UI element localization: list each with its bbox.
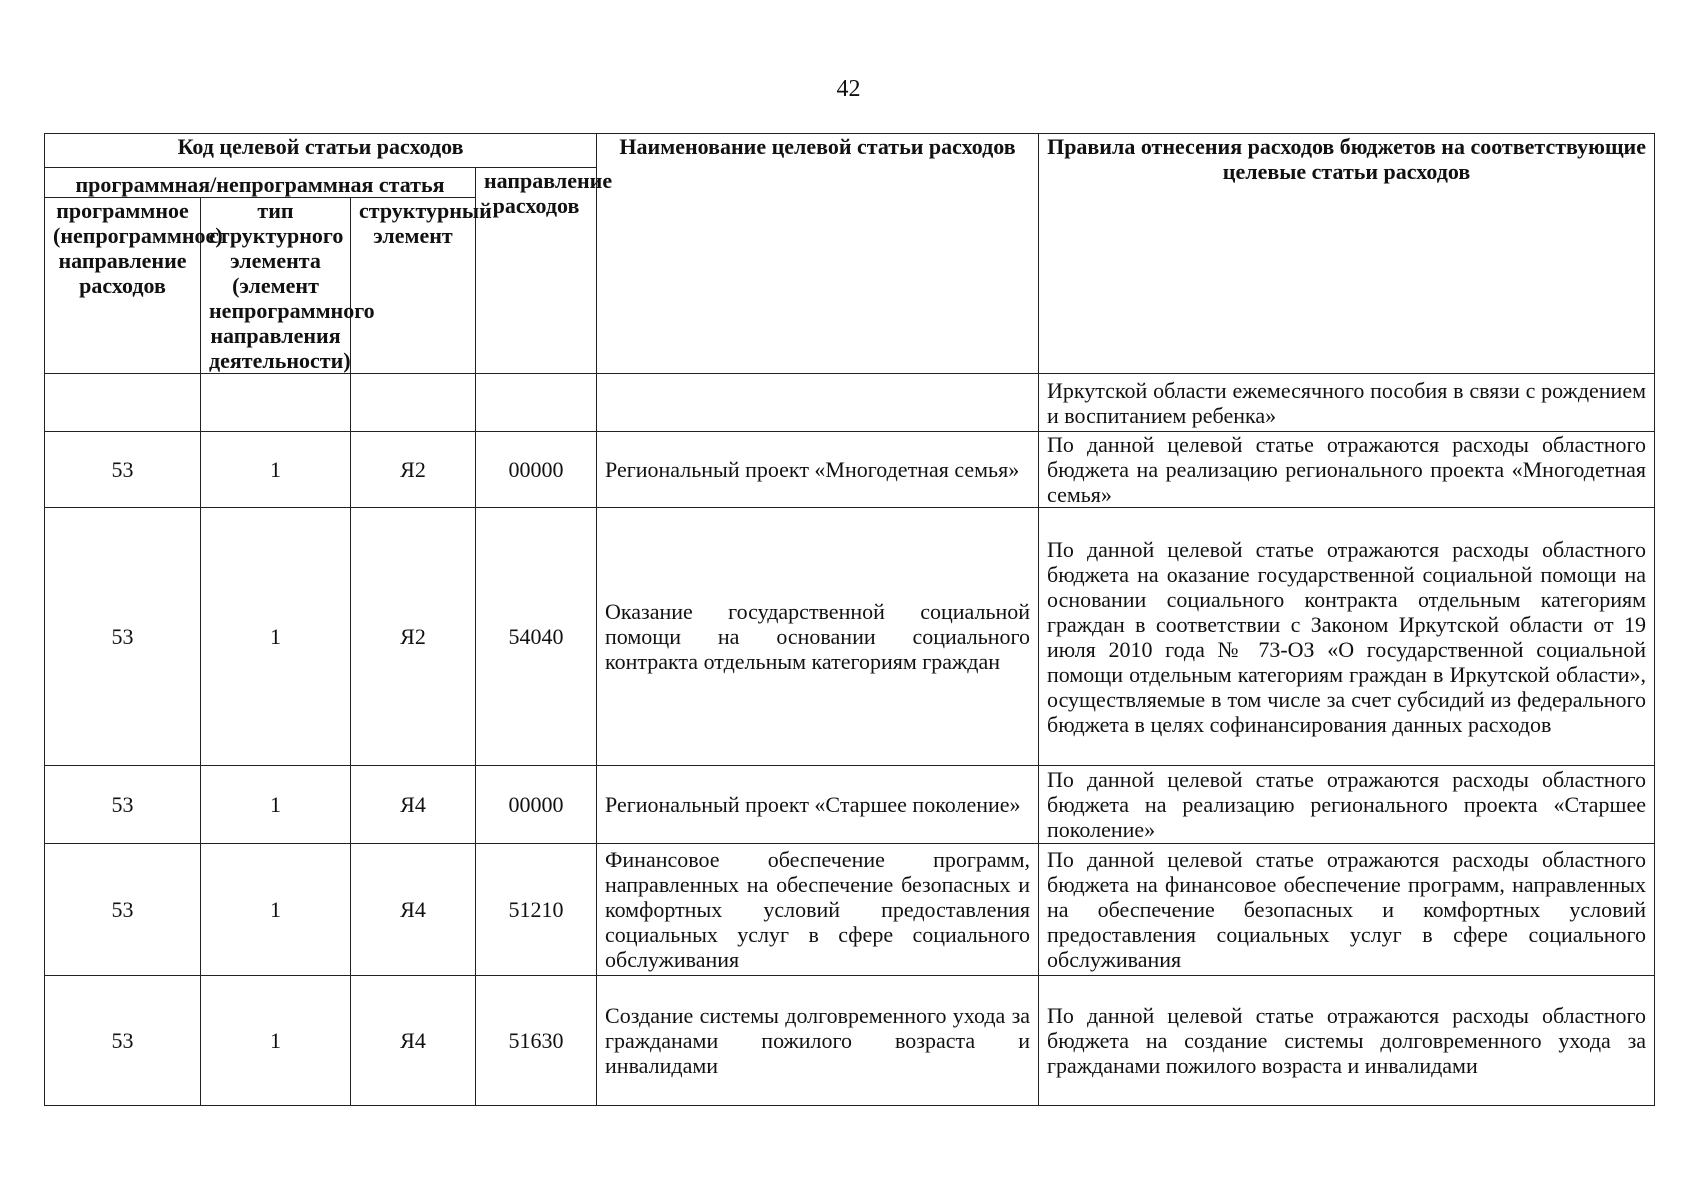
table-row (45, 766, 1655, 844)
header-name: Наименование целевой статьи расходов (597, 134, 1039, 374)
cell-name: Оказание государственной социальной помощи на основании социального контракта отдельным категориям граждан (597, 508, 1039, 766)
cell-direction (476, 374, 597, 432)
cell-program: 53 (45, 508, 201, 766)
cell-name: Создание системы долговременного ухода за гражданами пожилого возраста и инвалидами (597, 976, 1039, 1106)
page-number: 42 (836, 76, 861, 102)
cell-rule: По данной целевой статье отражаются расходы областного бюджета на реализацию регионального проекта «Старшее поколение» (1039, 766, 1655, 844)
cell-direction: 00000 (476, 766, 597, 844)
cell-rule: Иркутской области ежемесячного пособия в связи с рождением и воспитанием ребенка» (1039, 374, 1655, 432)
cell-type: 1 (201, 844, 351, 976)
header-row-1 (45, 134, 1655, 168)
cell-program: 53 (45, 844, 201, 976)
cell-type: 1 (201, 766, 351, 844)
cell-program: 53 (45, 432, 201, 508)
cell-direction: 00000 (476, 432, 597, 508)
cell-name: Финансовое обеспечение программ, направленных на обеспечение безопасных и комфортных условий предоставления социальных услуг в сфере социального обслуживания (597, 844, 1039, 976)
cell-element: Я4 (351, 766, 476, 844)
cell-rule: По данной целевой статье отражаются расходы областного бюджета на создание системы долговременного ухода за гражданами пожилого возраста и инвалидами (1039, 976, 1655, 1106)
header-rules: Правила отнесения расходов бюджетов на соответствующие целевые статьи расходов (1039, 134, 1655, 374)
table-row (45, 432, 1655, 508)
cell-program: 53 (45, 976, 201, 1106)
cell-rule: По данной целевой статье отражаются расходы областного бюджета на реализацию регионального проекта «Многодетная семья» (1039, 432, 1655, 508)
cell-name: Региональный проект «Старшее поколение» (597, 766, 1039, 844)
cell-element (351, 374, 476, 432)
cell-direction: 51210 (476, 844, 597, 976)
header-structural-element: структурный элемент (351, 198, 476, 374)
cell-name: Региональный проект «Многодетная семья» (597, 432, 1039, 508)
cell-name (597, 374, 1039, 432)
header-expense-direction: направление расходов (476, 168, 597, 374)
cell-direction: 54040 (476, 508, 597, 766)
cell-type: 1 (201, 508, 351, 766)
cell-program (45, 374, 201, 432)
header-program-article: программная/непрограммная статья (45, 168, 476, 198)
table-row (45, 844, 1655, 976)
cell-program: 53 (45, 766, 201, 844)
header-element-type: тип структурного элемента (элемент непрограммного направления деятельности) (201, 198, 351, 374)
cell-element: Я2 (351, 432, 476, 508)
header-program-direction: программное (непрограммное) направление расходов (45, 198, 201, 374)
table-row (45, 508, 1655, 766)
cell-type: 1 (201, 976, 351, 1106)
cell-rule: По данной целевой статье отражаются расходы областного бюджета на оказание государственной социальной помощи на основании социального контракта отдельным категориям граждан в соответствии с Законом Иркутской области от 19 июля 2010 года № 73-ОЗ «О государственной социальной помощи отдельным категориям граждан в Иркутской области», осуществляемые в том числе за счет субсидий из федерального бюджета в целях софинансирования данных расходов (1039, 508, 1655, 766)
cell-type: 1 (201, 432, 351, 508)
cell-direction: 51630 (476, 976, 597, 1106)
cell-element: Я4 (351, 976, 476, 1106)
cell-rule: По данной целевой статье отражаются расходы областного бюджета на финансовое обеспечение программ, направленных на обеспечение безопасных и комфортных условий предоставления социальных услуг в сфере социального обслуживания (1039, 844, 1655, 976)
table-row (45, 374, 1655, 432)
header-code-group: Код целевой статьи расходов (45, 134, 597, 168)
cell-type (201, 374, 351, 432)
target-articles-table (44, 133, 1655, 1106)
cell-element: Я2 (351, 508, 476, 766)
cell-element: Я4 (351, 844, 476, 976)
table-row (45, 976, 1655, 1106)
